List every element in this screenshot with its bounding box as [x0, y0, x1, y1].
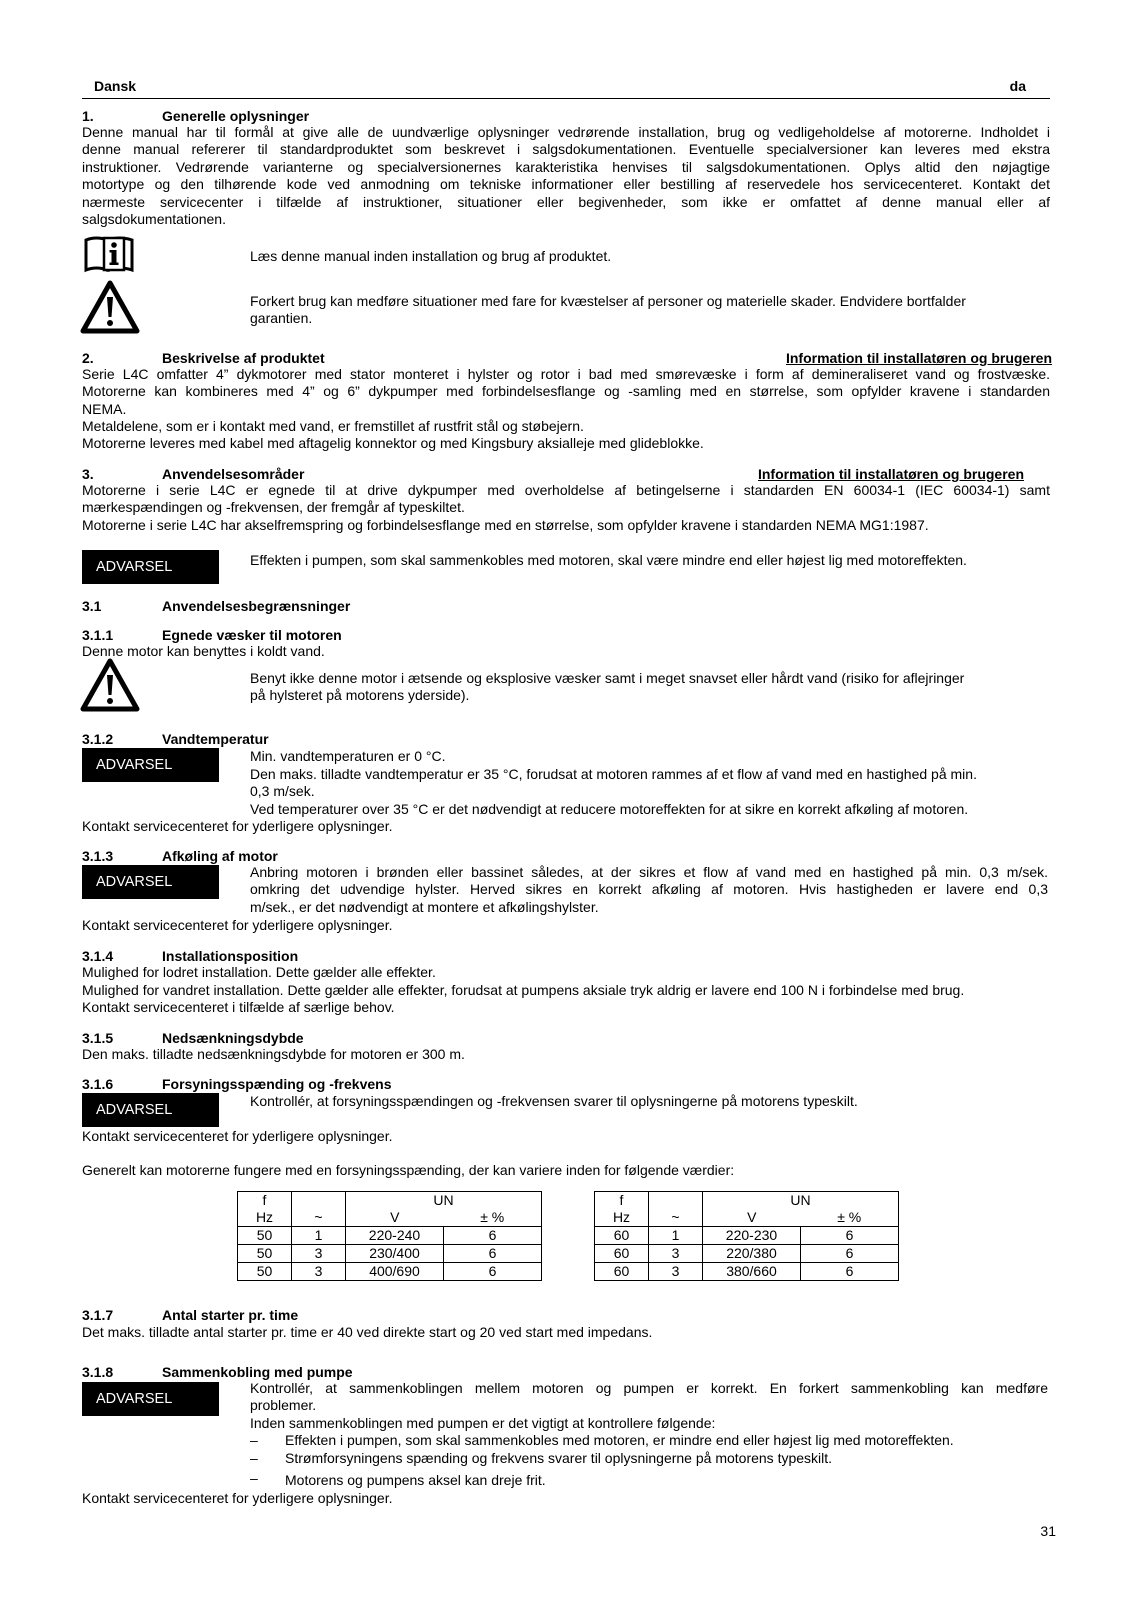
section-2-title: Beskrivelse af produktet	[162, 350, 325, 366]
warning-triangle-icon	[80, 280, 140, 334]
table-cell: 6	[801, 1245, 899, 1263]
table-cell: 1	[292, 1227, 346, 1245]
advarsel-label: ADVARSEL	[82, 748, 219, 782]
section-3-1-2-number: 3.1.2	[82, 731, 114, 747]
section-3-1-3-text: Anbring motoren i brønden eller bassinet således, at der sikres et flow af vand med en hastighed på min. 0,3 m/sek. omkring det udvendige hylster. Herved sikres en korrekt afkøling af motoren. Hvis hastigheden er lavere end 0,3 m/sek., er det nødvendigt at montere et afkølingshylster.	[250, 864, 1048, 915]
page-number: 31	[1040, 1523, 1056, 1539]
table-cell: 220/380	[703, 1245, 801, 1263]
table-header-cell: ~	[649, 1209, 703, 1227]
table-row	[595, 1263, 899, 1281]
section-3-1-6-contact: Kontakt servicecenteret for yderligere oplysninger.	[82, 1128, 393, 1144]
table-header-cell: f	[238, 1192, 292, 1210]
section-2-cable: Motorerne leveres med kabel med aftagelig konnektor og med Kingsbury aksialleje med glideblokke.	[82, 435, 704, 451]
table-cell: 3	[649, 1263, 703, 1281]
section-3-1-8-title: Sammenkobling med pumpe	[162, 1364, 353, 1380]
warning-text-1: Forkert brug kan medføre situationer med fare for kvæstelser af personer og materielle skader. Endvidere bortfalder garantien.	[250, 293, 966, 327]
section-2-info: Information til installatøren og brugeren	[785, 350, 1052, 366]
table-header-row	[238, 1192, 542, 1210]
advarsel-label: ADVARSEL	[82, 550, 219, 584]
section-3-1-8-text: Kontrollér, at sammenkoblingen mellem motoren og pumpen er korrekt. En forkert sammenkobling kan medføre problemer.	[250, 1380, 1048, 1414]
table-header-cell: ± %	[801, 1209, 899, 1227]
section-3-number: 3.	[82, 466, 94, 482]
list-item: Effekten i pumpen, som skal sammenkobles med motoren, er mindre end eller højest lig med motoreffekten.	[285, 1432, 954, 1448]
section-3-1-4-title: Installationsposition	[162, 948, 299, 964]
table-row	[238, 1227, 542, 1245]
page-header	[82, 78, 1050, 99]
bullet-dash: –	[250, 1432, 258, 1448]
voltage-table-50hz	[237, 1191, 542, 1281]
table-header-cell	[292, 1192, 346, 1210]
section-3-1-number: 3.1	[82, 598, 102, 614]
section-3-text: Motorerne i serie L4C er egnede til at drive dykpumper med overholdelse af betingelserne i standarden EN 60034-1 (IEC 60034-1) samt mærkespændingen og -frekvensen, der fremgår af typeskiltet.	[82, 482, 1050, 516]
section-3-1-6-number: 3.1.6	[82, 1076, 114, 1092]
table-cell: 220-240	[346, 1227, 444, 1245]
section-3-1-4-vertical: Mulighed for lodret installation. Dette gælder alle effekter.	[82, 964, 436, 980]
table-cell: 50	[238, 1245, 292, 1263]
table-row	[595, 1227, 899, 1245]
table-header-row	[595, 1209, 899, 1227]
section-3-1-6-title: Forsyningsspænding og -frekvens	[162, 1076, 392, 1092]
bullet-dash: –	[250, 1450, 258, 1466]
table-cell: 6	[444, 1245, 542, 1263]
section-3-1-1-title: Egnede væsker til motoren	[162, 627, 342, 643]
section-1-title: Generelle oplysninger	[162, 108, 310, 124]
list-item: Motorens og pumpens aksel kan dreje frit.	[285, 1472, 546, 1488]
section-3-1-8-number: 3.1.8	[82, 1364, 114, 1380]
table-cell: 60	[595, 1263, 649, 1281]
table-row	[238, 1245, 542, 1263]
table-header-cell: ~	[292, 1209, 346, 1227]
section-3-1-5-title: Nedsænkningsdybde	[162, 1030, 304, 1046]
advarsel-label: ADVARSEL	[82, 865, 219, 899]
table-cell: 60	[595, 1227, 649, 1245]
table-cell: 6	[444, 1263, 542, 1281]
section-3-1-6-warning: Kontrollér, at forsyningsspændingen og -frekvensen svarer til oplysningerne på motorens typeskilt.	[250, 1093, 858, 1109]
table-cell: 3	[292, 1245, 346, 1263]
table-cell: 3	[649, 1245, 703, 1263]
table-header-cell	[649, 1192, 703, 1210]
table-cell: 1	[649, 1227, 703, 1245]
table-header-cell: V	[346, 1209, 444, 1227]
table-cell: 6	[444, 1227, 542, 1245]
section-2-text: Serie L4C omfatter 4” dykmotorer med stator monteret i hylster og rotor i bad med smørevæske i form af demineraliseret vand og frostvæske. Motorerne kan kombineres med 4” og 6” dykpumper med forbindelsesflange og -samling med en størrelse, som opfylder kravene i standarden NEMA.	[82, 366, 1050, 417]
section-3-1-1-text: Denne motor kan benyttes i koldt vand.	[82, 643, 325, 659]
section-3-1-2-reduce: Ved temperaturer over 35 °C er det nødvendigt at reducere motoreffekten for at sikre en korrekt afkøling af motoren.	[250, 801, 969, 817]
table-row	[238, 1263, 542, 1281]
table-header-row	[595, 1192, 899, 1210]
table-header-cell: Hz	[238, 1209, 292, 1227]
table-header-cell: V	[703, 1209, 801, 1227]
section-3-1-3-number: 3.1.3	[82, 848, 114, 864]
table-cell: 3	[292, 1263, 346, 1281]
section-3-1-3-title: Afkøling af motor	[162, 848, 278, 864]
table-cell: 60	[595, 1245, 649, 1263]
section-3-1-1-number: 3.1.1	[82, 627, 114, 643]
table-header-row	[238, 1209, 542, 1227]
section-3-1-2-contact: Kontakt servicecenteret for yderligere oplysninger.	[82, 818, 393, 834]
section-3-1-7-number: 3.1.7	[82, 1307, 114, 1323]
section-3-1-2-speed: 0,3 m/sek.	[250, 783, 315, 799]
section-3-1-2-max: Den maks. tilladte vandtemperatur er 35 °C, forudsat at motoren rammes af et flow af vand med en hastighed på min.	[250, 766, 977, 782]
section-3-1-2-min: Min. vandtemperaturen er 0 °C.	[250, 748, 446, 764]
table-row	[595, 1245, 899, 1263]
table-cell: 50	[238, 1227, 292, 1245]
section-3-1-6-general: Generelt kan motorerne fungere med en forsyningsspænding, der kan variere inden for følgende værdier:	[82, 1162, 735, 1178]
header-language-code: da	[1009, 78, 1026, 94]
section-2-metal: Metaldelene, som er i kontakt med vand, er fremstillet af rustfrit stål og støbejern.	[82, 418, 584, 434]
read-manual-icon	[84, 234, 134, 274]
section-3-1-8-contact: Kontakt servicecenteret for yderligere oplysninger.	[82, 1490, 393, 1506]
section-3-1-4-horizontal: Mulighed for vandret installation. Dette gælder alle effekter, forudsat at pumpens aksiale tryk aldrig er lavere end 100 N i forbindelse med brug.	[82, 982, 965, 998]
section-3-title: Anvendelsesområder	[162, 466, 305, 482]
table-cell: 50	[238, 1263, 292, 1281]
section-1-number: 1.	[82, 108, 94, 124]
section-3-1-7-title: Antal starter pr. time	[162, 1307, 299, 1323]
table-header-cell: UN	[346, 1192, 542, 1210]
read-manual-text: Læs denne manual inden installation og brug af produktet.	[250, 248, 612, 264]
advarsel-label: ADVARSEL	[82, 1382, 219, 1416]
table-header-cell: Hz	[595, 1209, 649, 1227]
table-cell: 400/690	[346, 1263, 444, 1281]
advarsel-label: ADVARSEL	[82, 1093, 219, 1127]
table-cell: 230/400	[346, 1245, 444, 1263]
warning-text-2: Benyt ikke denne motor i ætsende og eksplosive væsker samt i meget snavset eller hårdt vand (risiko for aflejringer på hylsteret på motorens yderside).	[250, 670, 965, 704]
bullet-dash: –	[250, 1470, 258, 1486]
voltage-table-60hz	[594, 1191, 899, 1281]
table-cell: 6	[801, 1227, 899, 1245]
table-cell: 6	[801, 1263, 899, 1281]
section-3-info: Information til installatøren og brugeren	[757, 466, 1024, 482]
section-3-1-5-number: 3.1.5	[82, 1030, 114, 1046]
list-item: Strømforsyningens spænding og frekvens svarer til oplysningerne på motorens typeskilt.	[285, 1450, 833, 1466]
section-1-text: Denne manual har til formål at give alle de uundværlige oplysninger vedrørende installation, brug og vedligeholdelse af motorerne. Indholdet i denne manual refererer til standardproduktet som beskrevet i salgsdokumentationen. Eventuelle specialversioner kan leveres med ekstra instruktioner. Vedrørende varianterne og specialversionernes karakteristika henvises til salgsdokumentationen. Oplys altid den nøjagtige motortype og den tilhørende kode ved anmodning om tekniske informationer eller bestilling af reservedele hos servicecenteret. Kontakt det nærmeste servicecenter i tilfælde af instruktioner, situationer eller begivenheder, som ikke er omfattet af denne manual eller af salgsdokumentationen.	[82, 124, 1050, 228]
table-header-cell: ± %	[444, 1209, 542, 1227]
section-3-nema: Motorerne i serie L4C har akselfremspring og forbindelsesflange med en størrelse, som opfylder kravene i standarden NEMA MG1:1987.	[82, 517, 929, 533]
table-header-cell: f	[595, 1192, 649, 1210]
header-language: Dansk	[94, 78, 137, 94]
section-3-1-8-check: Inden sammenkoblingen med pumpen er det vigtigt at kontrollere følgende:	[250, 1415, 716, 1431]
warning-triangle-icon	[80, 658, 140, 712]
section-3-1-2-title: Vandtemperatur	[162, 731, 269, 747]
section-3-1-4-number: 3.1.4	[82, 948, 114, 964]
section-2-number: 2.	[82, 350, 94, 366]
section-3-1-5-text: Den maks. tilladte nedsænkningsdybde for motoren er 300 m.	[82, 1046, 465, 1062]
table-header-cell: UN	[703, 1192, 899, 1210]
table-cell: 220-230	[703, 1227, 801, 1245]
section-3-1-7-text: Det maks. tilladte antal starter pr. time er 40 ved direkte start og 20 ved start med impedans.	[82, 1324, 653, 1340]
section-3-warning: Effekten i pumpen, som skal sammenkobles med motoren, skal være mindre end eller højest lig med motoreffekten.	[250, 552, 967, 568]
section-3-1-title: Anvendelsesbegrænsninger	[162, 598, 351, 614]
section-3-1-3-contact: Kontakt servicecenteret for yderligere oplysninger.	[82, 917, 393, 933]
table-cell: 380/660	[703, 1263, 801, 1281]
section-3-1-4-contact: Kontakt servicecenteret i tilfælde af særlige behov.	[82, 999, 395, 1015]
